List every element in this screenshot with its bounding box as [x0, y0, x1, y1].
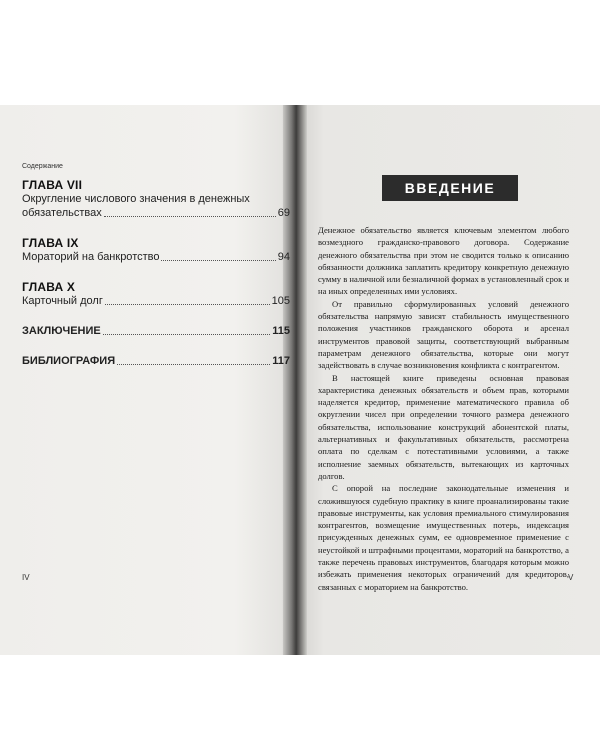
- table-of-contents: [22, 178, 290, 384]
- toc-entry: [22, 250, 290, 264]
- section-title: ВВЕДЕНИЕ: [404, 180, 496, 196]
- dot-leader: [103, 334, 271, 335]
- dot-leader: [161, 260, 275, 261]
- toc-entry-title: Мораторий на банкротство: [22, 251, 160, 263]
- toc-entry: [22, 294, 290, 308]
- page-number-left: IV: [22, 573, 30, 582]
- toc-entry-title: обязательствах: [22, 207, 102, 219]
- dot-leader: [104, 216, 276, 217]
- paragraph: В настоящей книге приведены основная правовая характеристика денежных обязательств и объем прав, которыми наделяется кредитор, применение математического правила об округлении чисел при определении точного размера денежного обязательства, использование конструкций абонентской платы, альтернативных и факультативных обязательств, рассмотрена оплата по сделкам с потестативными условиями, а также исполнение заемных обязательств, вытекающих из карточных долгов.: [318, 372, 569, 481]
- dot-leader: [105, 304, 270, 305]
- paragraph: С опорой на последние законодательные изменения и сложившуюся судебную практику в книге проанализированы такие правовые инструменты, как условия премиального стимулирования контрагентов, возмещение имущественных потерь, индексация присужденных денежных сумм, ее одновременное применение с неустойкой и штрафными процентами, мораторий на банкротство, а также перечень правовых инструментов, благодаря которым можно избежать применения некоторых ограничений для кредиторов, связанных с мораторием на банкротство.: [318, 483, 569, 592]
- toc-entry-title: ЗАКЛЮЧЕНИЕ: [22, 325, 101, 337]
- section-title-box: [382, 175, 518, 201]
- toc-entry-title: Округление числового значения в денежных: [22, 193, 250, 205]
- toc-conclusion: [22, 324, 290, 338]
- toc-page-number: 117: [272, 355, 290, 367]
- toc-entry: [22, 206, 290, 220]
- paragraph: От правильно сформулированных условий денежного обязательства напрямую зависят стабильность имущественного положения участников гражданского оборота и арсенал инструментов правовой защиты, соответствующий выбранным параметрам денежного обязательства, которые они могут задействовать в случае возникновения конфликта с контрагентом.: [318, 298, 569, 371]
- toc-entry: [22, 324, 290, 338]
- dot-leader: [117, 364, 270, 365]
- chapter-label: ГЛАВА IX: [22, 236, 79, 250]
- toc-page-number: 115: [272, 325, 290, 337]
- toc-page-number: 94: [277, 251, 290, 263]
- chapter-label: ГЛАВА VII: [22, 178, 83, 192]
- toc-entry: [22, 192, 290, 206]
- toc-chapter-x: [22, 280, 290, 308]
- toc-page-number: 105: [271, 295, 290, 307]
- running-head: Содержание: [22, 163, 63, 170]
- toc-entry-title: БИБЛИОГРАФИЯ: [22, 355, 116, 367]
- toc-chapter-ix: [22, 236, 290, 264]
- toc-bibliography: [22, 354, 290, 368]
- toc-entry: [22, 354, 290, 368]
- paragraph: Денежное обязательство является ключевым элементом любого возмездного гражданско-правового договора. Содержание денежного обязательства при этом не сводится только к описанию обязанности должника заплатить кредитору конкретную денежную сумму в наличной или безналичной формах в установленный срок и на иных определенных ими условиях.: [318, 225, 569, 297]
- introduction-text: [318, 224, 569, 593]
- toc-entry-title: Карточный долг: [22, 295, 103, 307]
- toc-chapter-vii: [22, 178, 290, 220]
- toc-page-number: 69: [277, 207, 290, 219]
- chapter-label: ГЛАВА X: [22, 280, 76, 294]
- page-number-right: V: [568, 573, 574, 582]
